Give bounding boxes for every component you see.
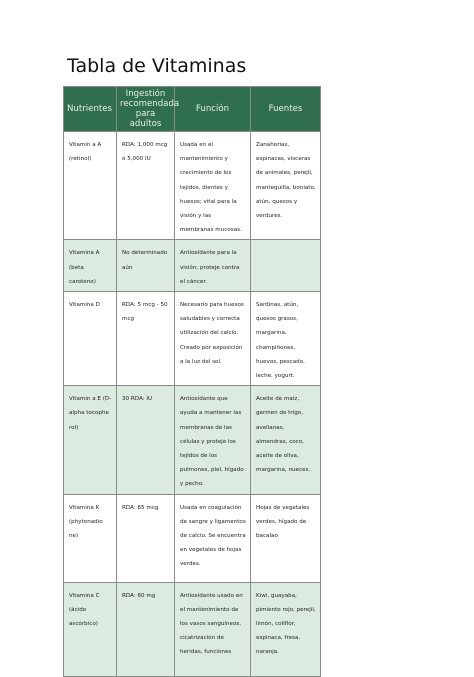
- cell-function: Antioxidante para la visión; proteje contra el cáncer.: [175, 240, 251, 292]
- cell-sources: Zanahorias, espinacas, visceras de animales, perejil, mantequilla, boniato, atún, quesos y verdures.: [251, 132, 321, 240]
- cell-intake: No determinado aún: [117, 240, 175, 292]
- table-row: [64, 386, 321, 494]
- table-row: [64, 240, 321, 292]
- cell-function: Necesario para huesos saludables y correcta utilización del calcio. Creado por exposición a la luz del sol.: [175, 292, 251, 386]
- cell-nutrient: Vitamin a E (D-alpha tocophe rol): [64, 386, 117, 494]
- cell-function: Usada en coagulación de sangre y ligamentos de calcio. Se encuentra en vegetales de hojas verdes.: [175, 494, 251, 582]
- cell-sources: Sardinas, atún, quesos grasos, margarina, champiñones, huevos, pescado, leche, yogurt.: [251, 292, 321, 386]
- table-row: [64, 494, 321, 582]
- table-header-row: [64, 87, 321, 132]
- cell-sources: Aceite de maíz, germen de trigo, avellanas, almendras, coco, aceite de oliva, margarina, nueces.: [251, 386, 321, 494]
- cell-function: Antioxidante que ayuda a mantener las membranas de las células y proteje los tejidos de los pulmones, piel, hígado y pecho.: [175, 386, 251, 494]
- cell-nutrient: Vitamina D: [64, 292, 117, 386]
- cell-intake: RDA: 60 mg: [117, 582, 175, 676]
- document-title: Tabla de Vitaminas: [67, 55, 247, 77]
- cell-sources: Hojas de vegetales verdes, hígado de bacalao: [251, 494, 321, 582]
- cell-sources: [251, 240, 321, 292]
- cell-intake: RDA: 1,000 mcg ó 5,000 IU: [117, 132, 175, 240]
- cell-intake: RDA: 65 mcg: [117, 494, 175, 582]
- vitamins-table: [63, 86, 321, 677]
- table-row: [64, 292, 321, 386]
- table-row: [64, 132, 321, 240]
- table-row: [64, 582, 321, 676]
- cell-nutrient: Vitamina C (ácido ascórbico): [64, 582, 117, 676]
- cell-function: Antioxidante usado en el mantenimiento de los vasos sanguíneos, cicatrización de heridas, funciones: [175, 582, 251, 676]
- header-sources: Fuentes: [251, 87, 321, 132]
- header-function: Función: [175, 87, 251, 132]
- cell-intake: 30 RDA: IU: [117, 386, 175, 494]
- cell-nutrient: Vitamina A (beta caroteno): [64, 240, 117, 292]
- header-intake: Ingestión recomendada para adultos: [117, 87, 175, 132]
- cell-nutrient: Vitamina K (phytonadio ne): [64, 494, 117, 582]
- cell-sources: Kiwi, guayaba, pimiento rojo, perejil, limón, coliflor, espinaca, fresa, naranja.: [251, 582, 321, 676]
- table-body: [64, 132, 321, 677]
- cell-nutrient: Vitamin a A (retinol): [64, 132, 117, 240]
- cell-function: Usada en el mantenimiento y crecimiento de los tejidos, dientes y huesos; vital para la visión y las membranas mucosas.: [175, 132, 251, 240]
- cell-intake: RDA: 5 mcg - 50 mcg: [117, 292, 175, 386]
- header-nutrient: Nutrientes: [64, 87, 117, 132]
